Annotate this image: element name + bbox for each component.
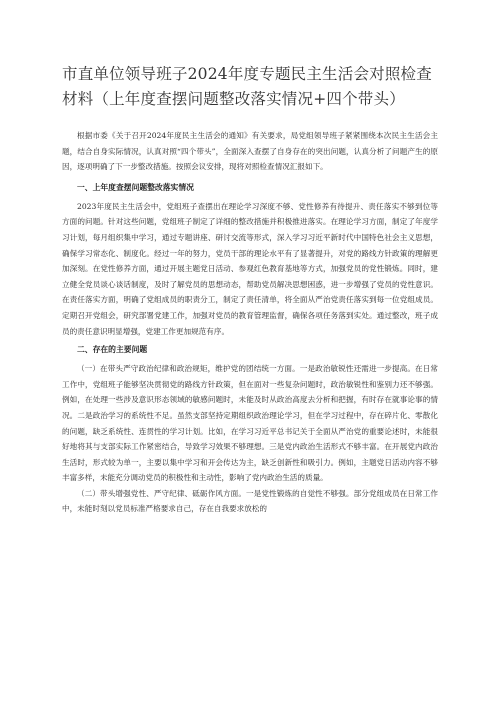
section-1-paragraph: 2023年度民主生活会中，党组班子查摆出在理论学习深度不够、党性修养有待提升、责任落实不够到位等方面的问题。针对这些问题，党组班子制定了详细的整改措施并积极推进落实。在理论学习方面，制定了年度学习计划，每月组织集中学习，通过专题讲座、研讨交流等形式，深入学习习近平新时代中国特色社会主义思想，确保学习常态化、制度化。经过一年的努力，党员干部的理论水平有了显著提升，对党的路线方针政策的理解更加深刻。在党性修养方面，通过开展主题党日活动、参观红色教育基地等方式，加强党员的党性锻炼。同时，建立健全党员谈心谈话制度，及时了解党员的思想动态，帮助党员解决思想困惑，进一步增强了党员的党性意识。在责任落实方面，明确了党组成员的职责分工，制定了责任清单，将全面从严治党责任落实到每一位党组成员。定期召开党组会，研究部署党建工作，加强对党员的教育管理监督，确保各项任务落到实处。通过整改，班子成员的责任意识明显增强，党建工作更加规范有序。 xyxy=(62,201,438,336)
intro-paragraph: 根据市委《关于召开2024年度民主生活会的通知》有关要求，局党组领导班子紧紧围绕本次民主生活会主题，结合自身实际情况，认真对照“四个带头”，全面深入查摆了自身存在的突出问题，认真分析了问题产生的原因，逐项明确了下一步整改措施。按照会议安排，现将对照检查情况汇报如下。 xyxy=(62,131,438,172)
section-2-heading: 二、存在的主要问题 xyxy=(77,345,148,355)
section-2-paragraph-1: （一）在带头严守政治纪律和政治规矩，维护党的团结统一方面。一是政治敏锐性还需进一步提高。在日常工作中，党组班子能够坚决贯彻党的路线方针政策，但在面对一些复杂问题时，政治敏锐性和鉴别力还不够强。例如，在处理一些涉及意识形态领域的敏感问题时，未能及时从政治高度去分析和把握，有时存在就事论事的情况。二是政治学习的系统性不足。虽然支部坚持定期组织政治理论学习，但在学习过程中，存在碎片化、零散化的问题，缺乏系统性、连贯性的学习计划。比如，在学习习近平总书记关于全面从严治党的重要论述时，未能很好地将其与支部实际工作紧密结合，导致学习效果不够理想。三是党内政治生活形式不够丰富。在开展党内政治生活时，形式较为单一，主要以集中学习和开会传达为主，缺乏创新性和吸引力。例如，主题党日活动内容不够丰富多样，未能充分调动党员的积极性和主动性，影响了党内政治生活的质量。 xyxy=(62,364,438,483)
document-title: 市直单位领导班子2024年度专题民主生活会对照检查材料（上年度查摆问题整改落实情况+四个带头） xyxy=(62,65,432,108)
section-2-paragraph-2: （二）带头增强党性、严守纪律、砥砺作风方面。一是党性锻炼的自觉性不够强。部分党组成员在日常工作中，未能时刻以党员标准严格要求自己，存在自我要求放松的 xyxy=(62,488,438,514)
section-1-heading: 一、上年度查摆问题整改落实情况 xyxy=(77,182,194,192)
